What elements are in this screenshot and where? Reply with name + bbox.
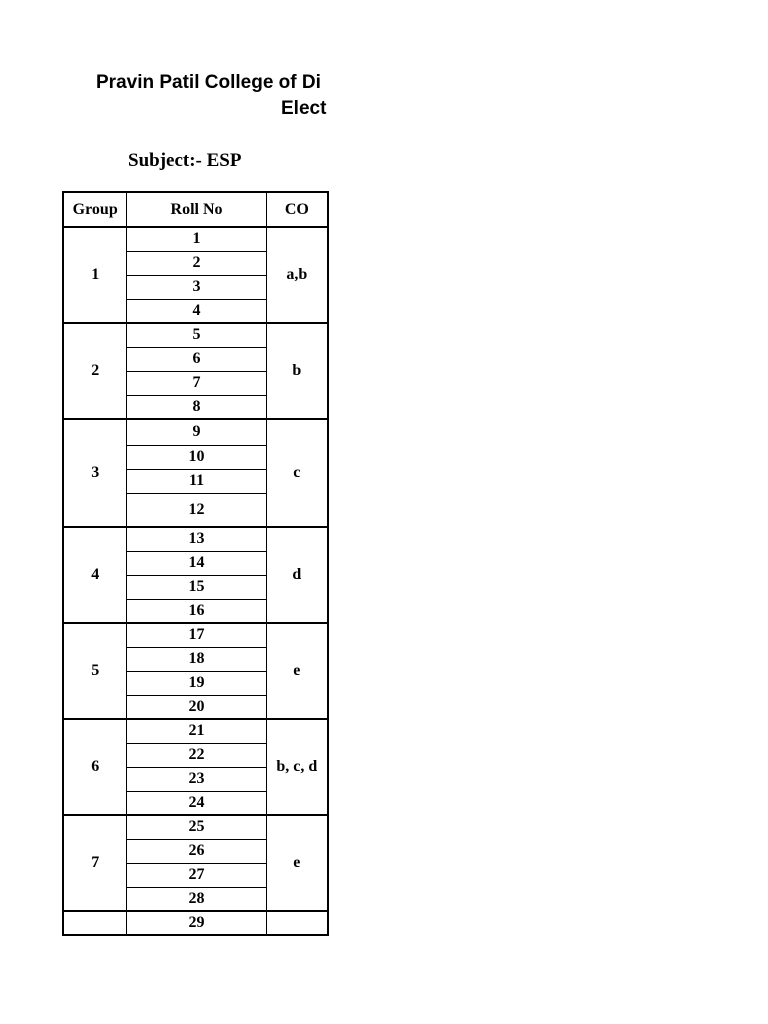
roll-number-cell: 8 (127, 395, 266, 419)
table-row (63, 227, 328, 251)
column-header-co: CO (266, 192, 328, 227)
visible-page-region (0, 0, 329, 948)
roll-number-cell: 11 (127, 469, 266, 493)
group-number-cell: 1 (63, 227, 127, 323)
roll-number-cell: 4 (127, 299, 266, 323)
course-outcome-cell: d (266, 527, 328, 623)
table-row (63, 623, 328, 647)
roll-number-cell: 20 (127, 695, 266, 719)
course-outcome-cell (266, 911, 328, 935)
roll-number-cell: 26 (127, 839, 266, 863)
column-header-roll-no: Roll No (127, 192, 266, 227)
roll-number-cell: 21 (127, 719, 266, 743)
roll-number-cell: 18 (127, 647, 266, 671)
roll-number-cell: 6 (127, 347, 266, 371)
table-body (63, 227, 328, 935)
roll-number-cell: 19 (127, 671, 266, 695)
roll-number-cell: 24 (127, 791, 266, 815)
roll-number-cell: 5 (127, 323, 266, 347)
table-row (63, 911, 328, 935)
roll-number-cell: 23 (127, 767, 266, 791)
table-row (63, 719, 328, 743)
roll-number-cell: 10 (127, 445, 266, 469)
group-number-cell (63, 911, 127, 935)
group-allocation-table (62, 191, 329, 936)
group-number-cell: 7 (63, 815, 127, 911)
group-number-cell: 5 (63, 623, 127, 719)
course-outcome-cell: b, c, d (266, 719, 328, 815)
roll-number-cell: 3 (127, 275, 266, 299)
group-number-cell: 3 (63, 419, 127, 527)
course-outcome-cell: e (266, 623, 328, 719)
roll-number-cell: 13 (127, 527, 266, 551)
roll-number-cell: 14 (127, 551, 266, 575)
roll-number-cell: 12 (127, 493, 266, 527)
roll-number-cell: 17 (127, 623, 266, 647)
roll-number-cell: 9 (127, 419, 266, 445)
roll-number-cell: 1 (127, 227, 266, 251)
roll-number-cell: 22 (127, 743, 266, 767)
table-row (63, 323, 328, 347)
table-row (63, 527, 328, 551)
course-outcome-cell: e (266, 815, 328, 911)
course-outcome-cell: b (266, 323, 328, 419)
roll-number-cell: 16 (127, 599, 266, 623)
course-outcome-cell: c (266, 419, 328, 527)
column-header-group: Group (63, 192, 127, 227)
roll-number-cell: 28 (127, 887, 266, 911)
table-row (63, 419, 328, 445)
group-number-cell: 2 (63, 323, 127, 419)
roll-number-cell: 15 (127, 575, 266, 599)
course-outcome-cell: a,b (266, 227, 328, 323)
roll-number-cell: 29 (127, 911, 266, 935)
roll-number-cell: 25 (127, 815, 266, 839)
roll-number-cell: 2 (127, 251, 266, 275)
roll-number-cell: 7 (127, 371, 266, 395)
group-number-cell: 6 (63, 719, 127, 815)
roll-number-cell: 27 (127, 863, 266, 887)
table-row (63, 815, 328, 839)
subject-label: Subject:- ESP (128, 150, 242, 171)
table-header-row (63, 192, 328, 227)
group-number-cell: 4 (63, 527, 127, 623)
college-title-line1: Pravin Patil College of Di (96, 72, 321, 93)
department-title-line2: Elect (281, 98, 327, 119)
